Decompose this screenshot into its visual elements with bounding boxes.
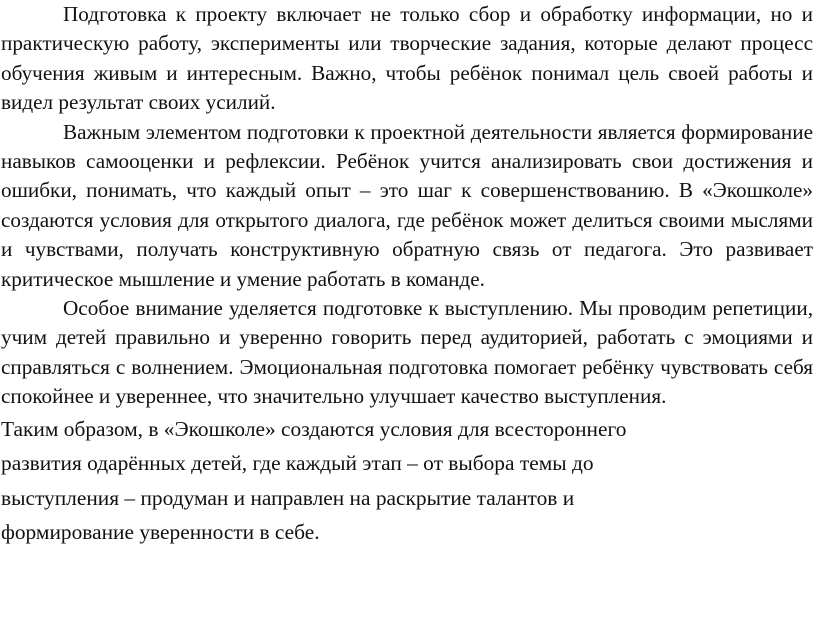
conclusion-line: выступления – продуман и направлен на раскрытие талантов и bbox=[1, 485, 575, 510]
document-page bbox=[1, 0, 813, 550]
paragraph-self-assessment: Важным элементом подготовки к проектной деятельности является формирование навыков самооценки и рефлексии. Ребёнок учится анализировать свои достижения и ошибки, понимать, что каждый опыт – это шаг к совершенствованию. В «Экошколе» создаются условия для открытого диалога, где ребёнок может делиться своими мыслями и чувствами, получать конструктивную обратную связь от педагога. Это развивает критическое мышление и умение работать в команде. bbox=[1, 119, 813, 291]
conclusion-line: Таким образом, в «Экошколе» создаются условия для всестороннего bbox=[1, 416, 627, 441]
paragraph-project-preparation: Подготовка к проекту включает не только сбор и обработку информации, но и практическую работу, эксперименты или творческие задания, которые делают процесс обучения живым и интересным. Важно, чтобы ребёнок понимал цель своей работы и видел результат своих усилий. bbox=[1, 2, 813, 115]
conclusion-block bbox=[1, 412, 813, 550]
conclusion-line: развития одарённых детей, где каждый этап – от выбора темы до bbox=[1, 451, 594, 476]
paragraph-presentation-preparation: Особое внимание уделяется подготовке к выступлению. Мы проводим репетиции, учим детей правильно и уверенно говорить перед аудиторией, работать с эмоциями и справляться с волнением. Эмоциональная подготовка помогает ребёнку чувствовать себя спокойнее и увереннее, что значительно улучшает качество выступления. bbox=[1, 296, 813, 409]
conclusion-line: формирование уверенности в себе. bbox=[1, 520, 320, 545]
